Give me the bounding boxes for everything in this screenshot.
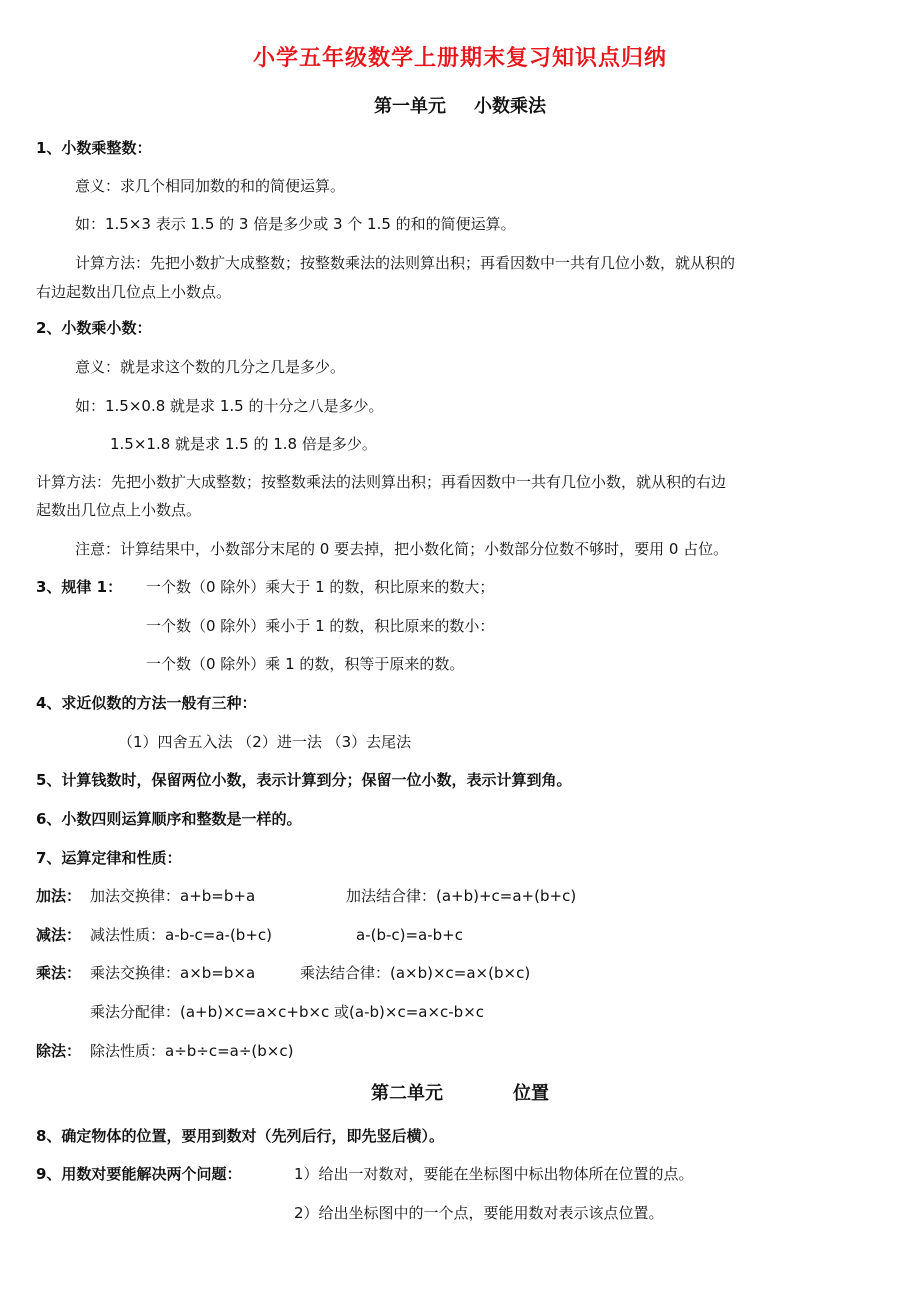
section-7-heading: 7、运算定律和性质： bbox=[36, 849, 182, 867]
section-2-heading: 2、小数乘小数： bbox=[36, 319, 152, 337]
rule-1: 一个数（0 除外）乘大于 1 的数，积比原来的数大； bbox=[146, 578, 495, 596]
division-label: 除法： bbox=[36, 1042, 82, 1060]
section-2-meaning: 意义：就是求这个数的几分之几是多少。 bbox=[75, 358, 346, 376]
section-3-heading: 3、规律 1： bbox=[36, 578, 123, 596]
addition-associative-law: 加法结合律：(a+b)+c=a+(b+c) bbox=[346, 887, 577, 905]
section-1-method-line-2: 右边起数出几位点上小数点。 bbox=[36, 283, 232, 301]
subtraction-label: 减法： bbox=[36, 926, 82, 944]
unit-number: 第二单元 bbox=[371, 1083, 443, 1104]
section-2-note: 注意：计算结果中，小数部分末尾的 0 要去掉，把小数化简；小数部分位数不够时，要用 0 占位。 bbox=[75, 540, 729, 558]
section-1-method-line-1: 计算方法：先把小数扩大成整数；按整数乘法的法则算出积；再看因数中一共有几位小数，就从积的 bbox=[75, 254, 736, 272]
section-2-example-1: 如：1.5×0.8 就是求 1.5 的十分之八是多少。 bbox=[75, 397, 384, 415]
multiplication-associative-law: 乘法结合律：(a×b)×c=a×(b×c) bbox=[300, 964, 531, 982]
rule-2: 一个数（0 除外）乘小于 1 的数，积比原来的数小： bbox=[146, 617, 495, 635]
approximation-methods: （1）四舍五入法 （2）进一法 （3）去尾法 bbox=[118, 733, 412, 751]
unit-heading-2 bbox=[0, 1081, 920, 1107]
unit-heading-1 bbox=[0, 94, 920, 120]
division-property: 除法性质：a÷b÷c=a÷(b×c) bbox=[90, 1042, 294, 1060]
section-9-item-1: 1）给出一对数对，要能在坐标图中标出物体所在位置的点。 bbox=[294, 1165, 694, 1183]
section-2-method-line-1: 计算方法：先把小数扩大成整数；按整数乘法的法则算出积；再看因数中一共有几位小数，就从积的右边 bbox=[36, 473, 727, 491]
addition-commutative-law: 加法交换律：a+b=b+a bbox=[90, 887, 256, 905]
unit-number: 第一单元 bbox=[374, 96, 446, 117]
subtraction-property: 减法性质：a-b-c=a-(b+c) bbox=[90, 926, 273, 944]
section-9-item-2: 2）给出坐标图中的一个点，要能用数对表示该点位置。 bbox=[294, 1204, 664, 1222]
subtraction-property-2: a-(b-c)=a-b+c bbox=[356, 926, 463, 944]
section-1-meaning: 意义：求几个相同加数的和的简便运算。 bbox=[75, 177, 346, 195]
section-5: 5、计算钱数时，保留两位小数，表示计算到分；保留一位小数，表示计算到角。 bbox=[36, 771, 572, 789]
unit-name: 位置 bbox=[513, 1083, 549, 1104]
document-title: 小学五年级数学上册期末复习知识点归纳 bbox=[252, 46, 667, 71]
section-9-heading: 9、用数对要能解决两个问题： bbox=[36, 1165, 242, 1183]
multiplication-label: 乘法： bbox=[36, 964, 82, 982]
section-4-heading: 4、求近似数的方法一般有三种： bbox=[36, 694, 257, 712]
section-1-example: 如：1.5×3 表示 1.5 的 3 倍是多少或 3 个 1.5 的和的简便运算。 bbox=[75, 215, 516, 233]
section-2-method-line-2: 起数出几位点上小数点。 bbox=[36, 501, 202, 519]
rule-3: 一个数（0 除外）乘 1 的数，积等于原来的数。 bbox=[146, 655, 465, 673]
section-6: 6、小数四则运算顺序和整数是一样的。 bbox=[36, 810, 302, 828]
section-1-heading: 1、小数乘整数： bbox=[36, 139, 152, 157]
multiplication-distributive-law: 乘法分配律：(a+b)×c=a×c+b×c 或(a-b)×c=a×c-b×c bbox=[90, 1003, 485, 1021]
multiplication-commutative-law: 乘法交换律：a×b=b×a bbox=[90, 964, 256, 982]
addition-label: 加法： bbox=[36, 887, 82, 905]
unit-name: 小数乘法 bbox=[474, 96, 546, 117]
section-2-example-2: 1.5×1.8 就是求 1.5 的 1.8 倍是多少。 bbox=[110, 435, 377, 453]
section-8: 8、确定物体的位置，要用到数对（先列后行，即先竖后横）。 bbox=[36, 1127, 444, 1145]
